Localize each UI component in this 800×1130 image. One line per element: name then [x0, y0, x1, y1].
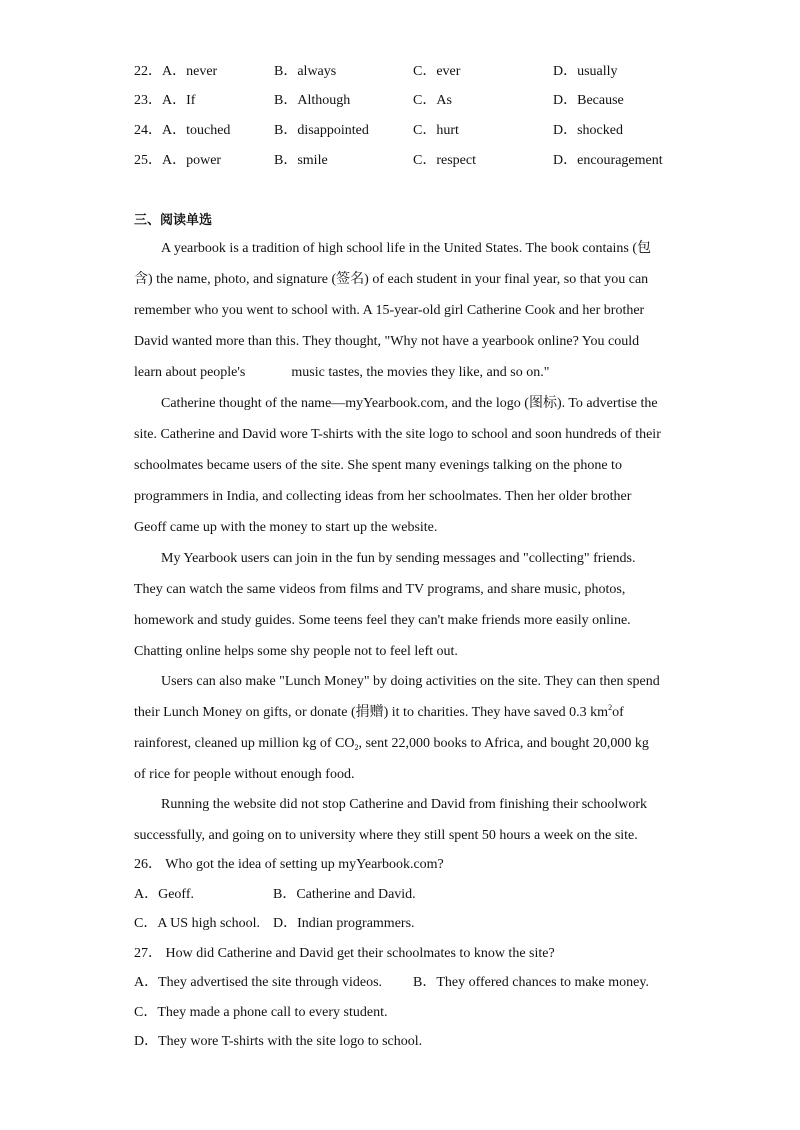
- passage-line: their Lunch Money on gifts, or donate (捐赠) it to charities. They have saved 0.3 $km^2of$: [134, 703, 624, 720]
- passage-line: 含) the name, photo, and signature (签名) of each student in your final year, so that you can: [134, 272, 649, 287]
- passage-line: rainforest, cleaned up million kg of $CO_2$, sent 22,000 books to Africa, and bought 20,000 kg: [134, 736, 649, 752]
- question-22-a: 22．A．never: [134, 64, 218, 79]
- question-26-a: A．Geoff.: [134, 887, 195, 902]
- passage-line: learn about people's music tastes, the movies they like, and so on.": [134, 365, 550, 380]
- passage-line: programmers in India, and collecting ideas from her schoolmates. Then her older brother: [134, 489, 632, 504]
- question-24-b: B．disappointed: [274, 123, 369, 138]
- question-25-d: D．encouragement: [553, 153, 663, 168]
- question-24-a: 24．A．touched: [134, 123, 231, 138]
- passage-line: Geoff came up with the money to start up the website.: [134, 520, 438, 535]
- question-23-b: B．Although: [274, 93, 351, 108]
- question-27-options-row1: [134, 974, 694, 992]
- passage-line: schoolmates became users of the site. She spent many evenings talking on the phone to: [134, 458, 622, 473]
- passage-line: homework and study guides. Some teens feel they can't make friends more easily online.: [134, 613, 631, 628]
- question-27-d: D．They wore T-shirts with the site logo to school.: [134, 1034, 423, 1049]
- passage-line: successfully, and going on to university where they still spent 50 hours a week on the site.: [134, 828, 638, 843]
- question-26-stem: 26． Who got the idea of setting up myYearbook.com?: [134, 857, 444, 872]
- section-title: 三、阅读单选: [134, 213, 213, 228]
- question-27-a: A．They advertised the site through videos.: [134, 975, 383, 990]
- passage-line: They can watch the same videos from films and TV programs, and share music, photos,: [134, 582, 626, 597]
- question-25-a: 25．A．power: [134, 153, 222, 168]
- passage-line: My Yearbook users can join in the fun by sending messages and "collecting" friends.: [161, 551, 636, 566]
- question-25-options: [134, 152, 694, 170]
- question-27-c: C．They made a phone call to every student.: [134, 1005, 388, 1020]
- question-26-b: B．Catherine and David.: [273, 887, 416, 902]
- passage-line: Chatting online helps some shy people not to feel left out.: [134, 644, 458, 659]
- passage-line: remember who you went to school with. A 15-year-old girl Catherine Cook and her brother: [134, 303, 645, 318]
- question-23-c: C．As: [413, 93, 452, 108]
- question-22-options: [134, 63, 694, 81]
- question-24-d: D．shocked: [553, 123, 623, 138]
- question-23-a: 23．A．If: [134, 93, 196, 108]
- question-27-b: B．They offered chances to make money.: [413, 975, 649, 990]
- question-22-b: B．always: [274, 64, 337, 79]
- question-26-c: C．A US high school.: [134, 916, 261, 931]
- passage-line: David wanted more than this. They thought, "Why not have a yearbook online? You could: [134, 334, 640, 349]
- passage-line: site. Catherine and David wore T-shirts with the site logo to school and soon hundreds of their: [134, 427, 661, 442]
- question-24-c: C．hurt: [413, 123, 459, 138]
- question-25-b: B．smile: [274, 153, 328, 168]
- passage-line: A yearbook is a tradition of high school life in the United States. The book contains (包: [161, 241, 652, 256]
- question-26-options-row2: [134, 915, 694, 933]
- question-22-c: C．ever: [413, 64, 461, 79]
- question-27-stem: 27． How did Catherine and David get their schoolmates to know the site?: [134, 946, 555, 961]
- question-25-c: C．respect: [413, 153, 476, 168]
- question-26-options-row1: [134, 886, 694, 904]
- passage-line: of rice for people without enough food.: [134, 767, 355, 782]
- passage-line: Users can also make "Lunch Money" by doing activities on the site. They can then spend: [161, 674, 660, 689]
- question-23-d: D．Because: [553, 93, 624, 108]
- passage-line: Running the website did not stop Catherine and David from finishing their schoolwork: [161, 797, 648, 812]
- question-24-options: [134, 122, 694, 140]
- question-23-options: [134, 92, 694, 110]
- passage-line: Catherine thought of the name—myYearbook.com, and the logo (图标). To advertise the: [161, 396, 658, 411]
- question-26-d: D．Indian programmers.: [273, 916, 415, 931]
- question-22-d: D．usually: [553, 64, 618, 79]
